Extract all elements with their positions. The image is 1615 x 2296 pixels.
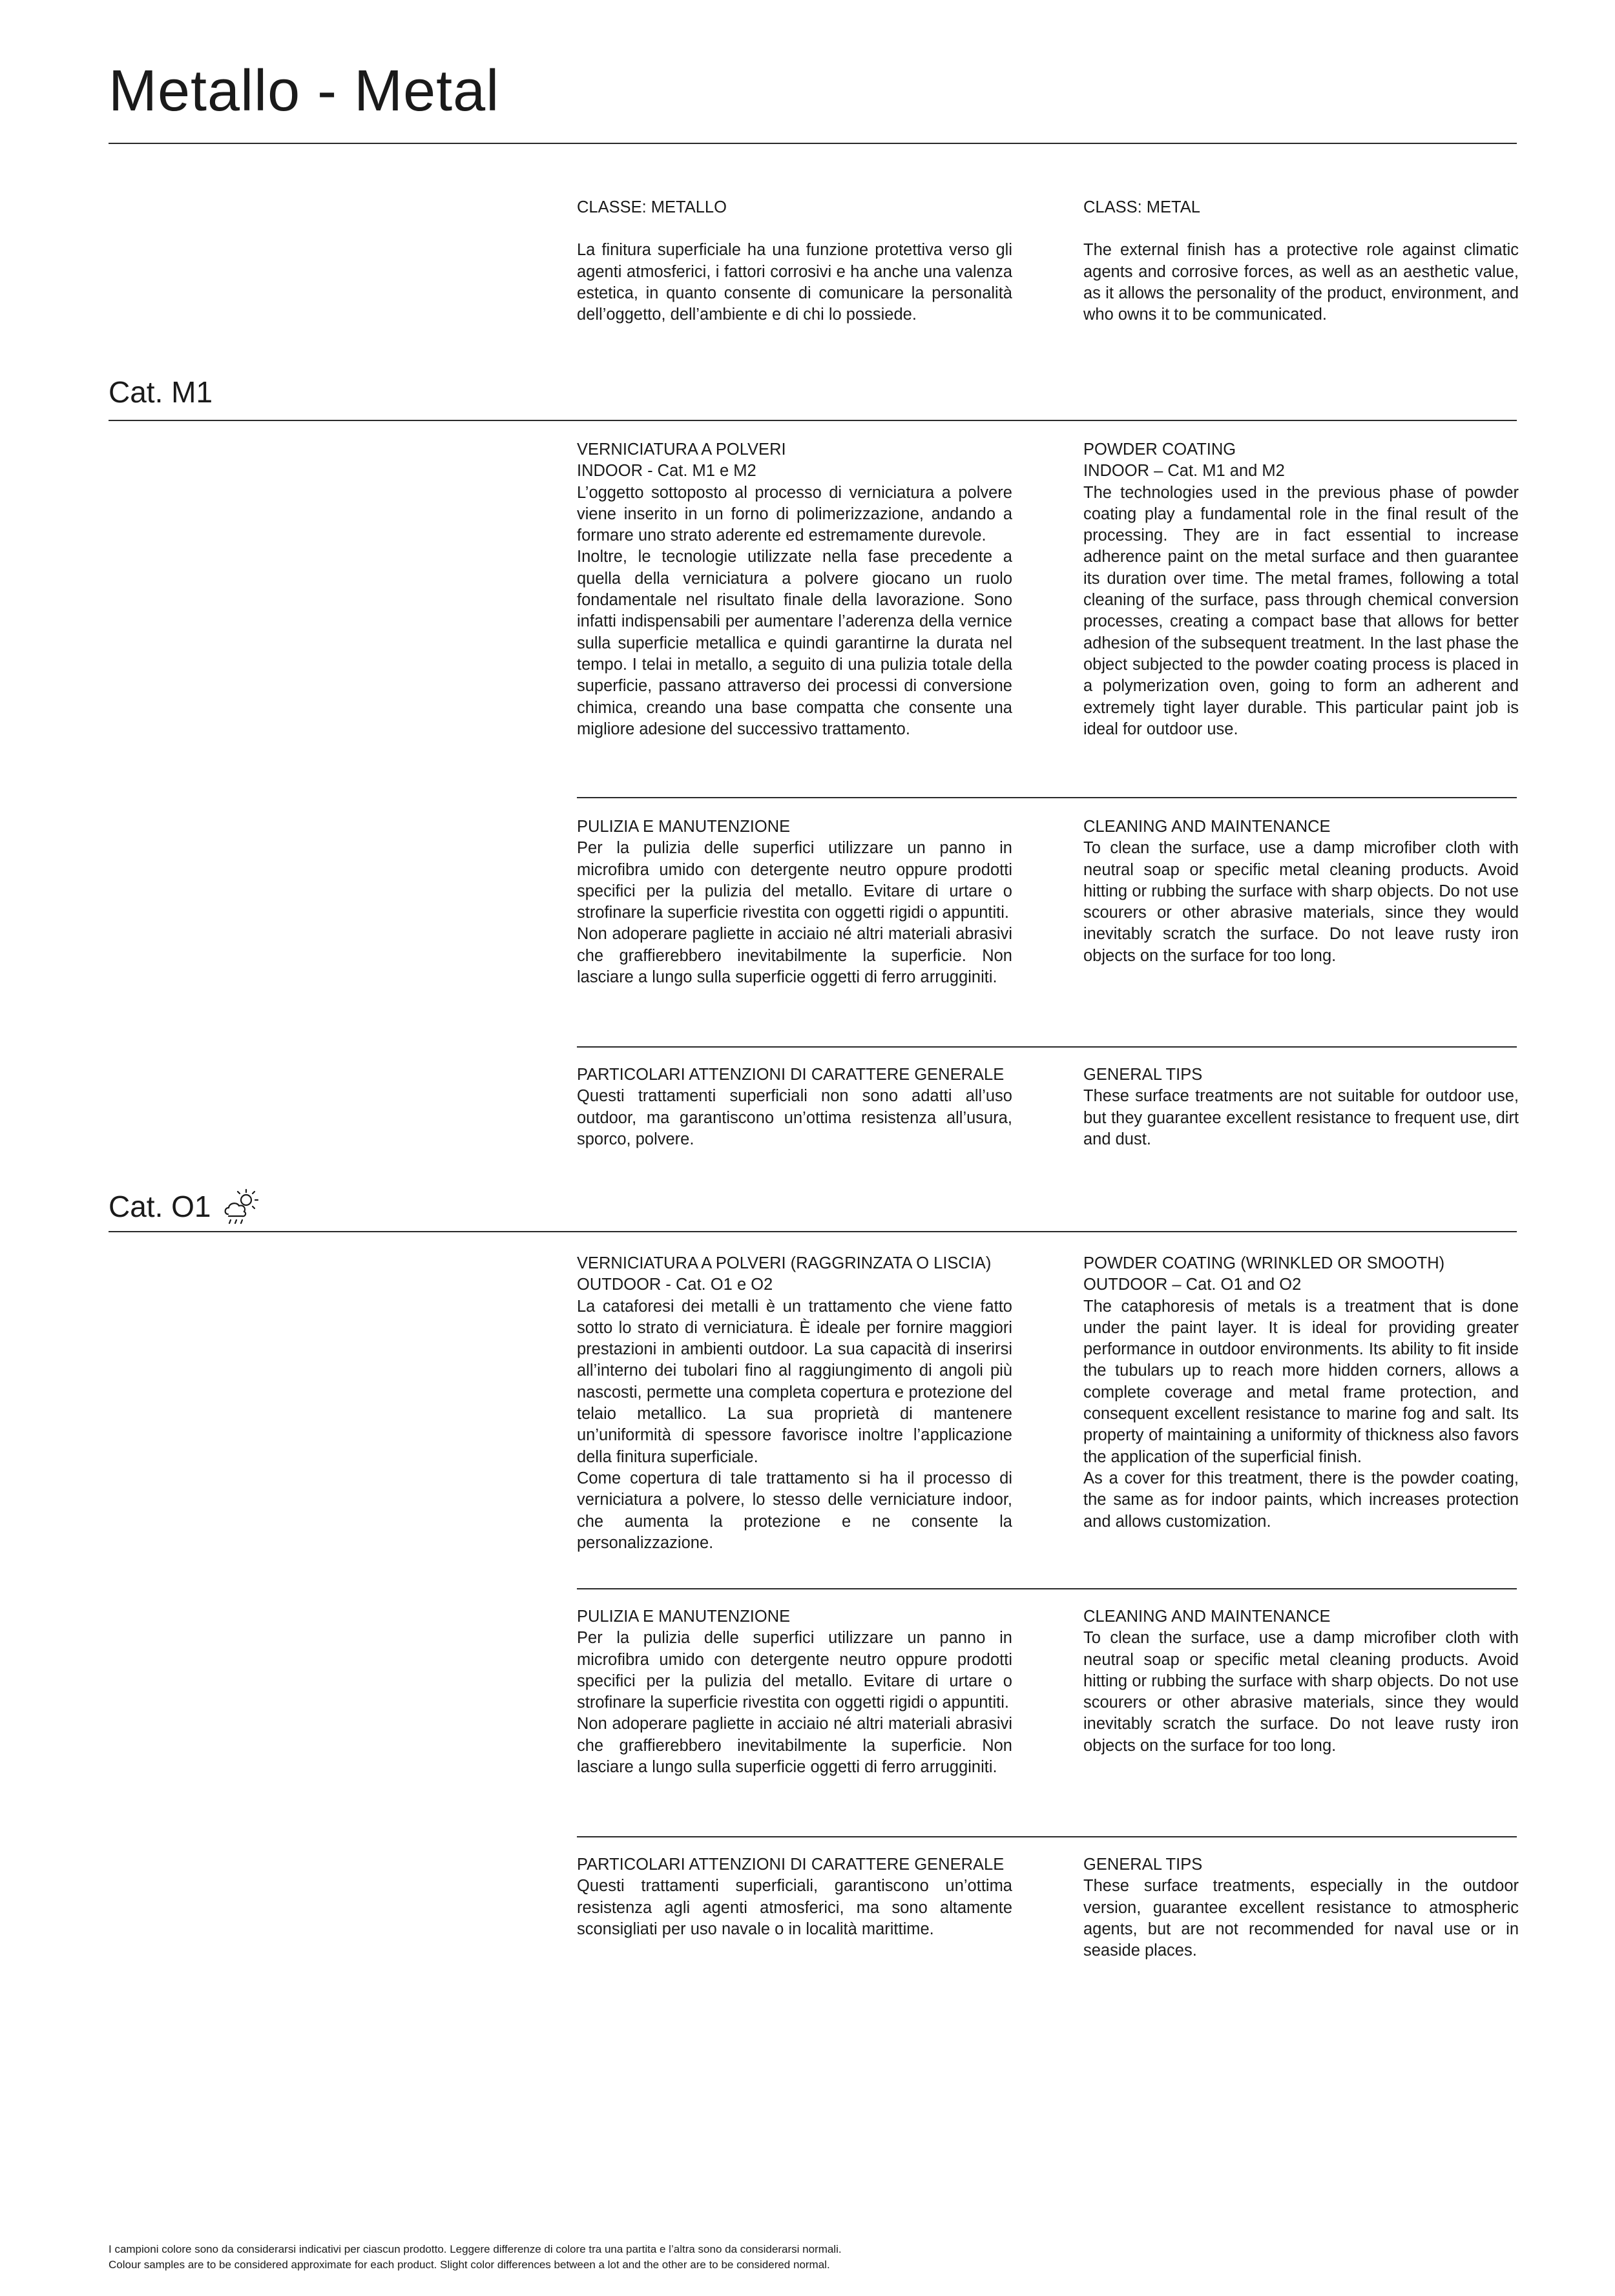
o1-coating-it-heading: VERNICIATURA A POLVERI (RAGGRINZATA O LISCIA) [577, 1254, 992, 1272]
m1-tips-en-p1: These surface treatments are not suitable for outdoor use, but they guarantee excellent resistance to frequent use, dirt and dust. [1083, 1087, 1519, 1148]
o1-coating-en-p1: The cataphoresis of metals is a treatment that is done under the paint layer. It is ideal for providing greater performance in outdoor environments. Its ability to fit inside the tubulars up to reach more hidden corners, allows a complete coverage and metal frame protection, and consequent excellent resistance to marine fog and salt. Its property of maintaining a uniformity of thickness also favors the application of the superficial finish. [1083, 1297, 1519, 1466]
footer-note-en: Colour samples are to be considered approximate for each product. Slight color differences between a lot and the other are to be considered normal. [109, 2259, 830, 2271]
m1-coating-en-heading: POWDER COATING [1083, 440, 1236, 459]
m1-coating-en [1083, 439, 1519, 740]
m1-coating-it-p1: L’oggetto sottoposto al processo di verniciatura a polvere viene inserito in un forno di polimerizzazione, andando a formare uno strato aderente ed estremamente durevole. [577, 483, 1012, 545]
o1-coating-en-p2: As a cover for this treatment, there is the powder coating, the same as for indoor paints, which increases protection and allows customization. [1083, 1469, 1519, 1531]
cat-m1-title [109, 377, 213, 407]
o1-tips-en-heading: GENERAL TIPS [1083, 1856, 1203, 1874]
o1-coating-en-heading: POWDER COATING (WRINKLED OR SMOOTH) [1083, 1254, 1445, 1272]
m1-cleaning-en-p1: To clean the surface, use a damp microfiber cloth with neutral soap or specific metal cleaning products. Avoid hitting or rubbing the surface with sharp objects. Do not use scourers or other abrasive materials, since they would inevitably scratch the surface. Do not leave rusty iron objects on the surface for too long. [1083, 839, 1519, 965]
o1-cleaning-it-p2: Non adoperare pagliette in acciaio né altri materiali abrasivi che graffierebbero inevitabilmente la superficie. Non lasciare a lungo sulla superficie oggetti di ferro arrugginiti. [577, 1715, 1012, 1777]
o1-tips-en-p1: These surface treatments, especially in the outdoor version, guarantee excellent resistance to atmospheric agents, but are not recommended for naval use or in seaside places. [1083, 1877, 1519, 1960]
cat-m1-divider [109, 420, 1517, 421]
footer-note-it: I campioni colore sono da considerarsi indicativi per ciascun prodotto. Leggere differenze di colore tra una partita e l’altra sono da considerarsi normali. [109, 2243, 842, 2255]
m1-coating-it [577, 439, 1012, 740]
o1-tips-it [577, 1854, 1012, 1940]
o1-cleaning-it-p1: Per la pulizia delle superfici utilizzare un panno in microfibra umido con detergente neutro oppure prodotti specifici per la pulizia del metallo. Evitare di urtare o strofinare la superficie rivestita con oggetti rigidi o appuntiti. [577, 1629, 1012, 1712]
intro-en [1083, 197, 1519, 326]
m1-cleaning-en-heading: CLEANING AND MAINTENANCE [1083, 818, 1331, 836]
m1-tips-it [577, 1064, 1012, 1150]
o1-cleaning-en-p1: To clean the surface, use a damp microfiber cloth with neutral soap or specific metal cleaning products. Avoid hitting or rubbing the surface with sharp objects. Do not use scourers or other abrasive materials, since they would inevitably scratch the surface. Do not leave rusty iron objects on the surface for too long. [1083, 1629, 1519, 1755]
m1-coating-it-sub: INDOOR - Cat. M1 e M2 [577, 462, 756, 481]
m1-coating-it-p2: Inoltre, le tecnologie utilizzate nella fase precedente a quella della verniciatura a polvere giocano un ruolo fondamentale nel risultato finale della lavorazione. Sono infatti indispensabili per aumentare l’aderenza della vernice sulla superficie metallica e quindi garantirne la durata nel tempo. I telai in metallo, a seguito di una pulizia totale della superficie, passano attraverso dei processi di conversione chimica, creando una base compatta che consente una migliore adesione del successivo trattamento. [577, 548, 1012, 738]
weather-sun-rain-icon [220, 1186, 262, 1227]
o1-tips-it-p1: Questi trattamenti superficiali, garantiscono un’ottima resistenza agli agenti atmosferici, ma sono altamente sconsigliati per uso navale o in località marittime. [577, 1877, 1012, 1938]
o1-tips-it-heading: PARTICOLARI ATTENZIONI DI CARATTERE GENERALE [577, 1856, 1005, 1874]
m1-coating-en-p1: The technologies used in the previous phase of powder coating play a fundamental role in the final result of the processing. They are in fact essential to increase adherence paint on the metal surface and then guarantee its duration over time. The metal frames, following a total cleaning of the surface, pass through chemical conversion processes, creating a compact base that allows for better adhesion of the subsequent treatment. In the last phase the object subjected to the powder coating process is placed in a polymerization oven, going to form an adherent and extremely tight layer durable. This particular paint job is ideal for outdoor use. [1083, 483, 1519, 738]
m1-tips-it-p1: Questi trattamenti superficiali non sono adatti all’uso outdoor, ma garantiscono un’ottima resistenza all’usura, sporco, polvere. [577, 1087, 1012, 1148]
cat-o1-title-text: Cat. O1 [109, 1190, 211, 1223]
o1-coating-it-p2: Come copertura di tale trattamento si ha il processo di verniciatura a polvere, lo stesso delle verniciature indoor, che aumenta la protezione e ne consente la personalizzazione. [577, 1469, 1012, 1552]
m1-cleaning-it-heading: PULIZIA E MANUTENZIONE [577, 818, 791, 836]
m1-coating-divider [577, 797, 1517, 798]
title-divider [109, 143, 1517, 144]
footer-note [109, 2242, 842, 2273]
intro-en-text: The external finish has a protective role against climatic agents and corrosive forces, as well as an aesthetic value, as it allows the personality of the product, environment, and who owns it to be communicated. [1083, 241, 1519, 324]
o1-cleaning-it [577, 1606, 1012, 1778]
intro-it [577, 197, 1012, 326]
m1-cleaning-en [1083, 816, 1519, 967]
o1-cleaning-divider [577, 1836, 1517, 1837]
m1-tips-it-heading: PARTICOLARI ATTENZIONI DI CARATTERE GENERALE [577, 1066, 1005, 1084]
o1-coating-it-sub: OUTDOOR - Cat. O1 e O2 [577, 1276, 773, 1294]
m1-cleaning-divider [577, 1046, 1517, 1048]
intro-en-heading: CLASS: METAL [1083, 198, 1200, 216]
o1-tips-en [1083, 1854, 1519, 1961]
m1-cleaning-it [577, 816, 1012, 988]
o1-coating-divider [577, 1588, 1517, 1589]
m1-coating-it-heading: VERNICIATURA A POLVERI [577, 440, 786, 459]
intro-it-text: La finitura superficiale ha una funzione protettiva verso gli agenti atmosferici, i fattori corrosivi e ha anche una valenza estetica, in quanto consente di comunicare la personalità dell’oggetto, dell’ambiente e di chi lo possiede. [577, 241, 1012, 324]
o1-coating-it-p1: La cataforesi dei metalli è un trattamento che viene fatto sotto lo strato di verniciatura. È ideale per fornire maggiori prestazioni in ambienti outdoor. La sua capacità di inserirsi all’interno dei tubolari fino al raggiungimento di angoli più nascosti, permette una completa copertura e protezione del telaio metallico. La sua proprietà di mantenere un’uniformità di spessore favorisce inoltre l’applicazione della finitura superficiale. [577, 1297, 1012, 1466]
m1-cleaning-it-p2: Non adoperare pagliette in acciaio né altri materiali abrasivi che graffierebbero inevitabilmente la superficie. Non lasciare a lungo sulla superficie oggetti di ferro arrugginiti. [577, 925, 1012, 987]
o1-cleaning-it-heading: PULIZIA E MANUTENZIONE [577, 1608, 791, 1626]
m1-coating-en-sub: INDOOR – Cat. M1 and M2 [1083, 462, 1285, 481]
cat-m1-title-text: Cat. M1 [109, 375, 213, 409]
intro-it-heading: CLASSE: METALLO [577, 198, 727, 216]
o1-coating-it [577, 1253, 1012, 1554]
o1-cleaning-en [1083, 1606, 1519, 1757]
cat-o1-divider [109, 1231, 1517, 1232]
m1-cleaning-it-p1: Per la pulizia delle superfici utilizzare un panno in microfibra umido con detergente neutro oppure prodotti specifici per la pulizia del metallo. Evitare di urtare o strofinare la superficie rivestita con oggetti rigidi o appuntiti. [577, 839, 1012, 922]
cat-o1-title [109, 1186, 262, 1227]
o1-coating-en [1083, 1253, 1519, 1533]
m1-tips-en [1083, 1064, 1519, 1150]
o1-cleaning-en-heading: CLEANING AND MAINTENANCE [1083, 1608, 1331, 1626]
m1-tips-en-heading: GENERAL TIPS [1083, 1066, 1203, 1084]
page-title: Metallo - Metal [109, 59, 500, 123]
o1-coating-en-sub: OUTDOOR – Cat. O1 and O2 [1083, 1276, 1302, 1294]
